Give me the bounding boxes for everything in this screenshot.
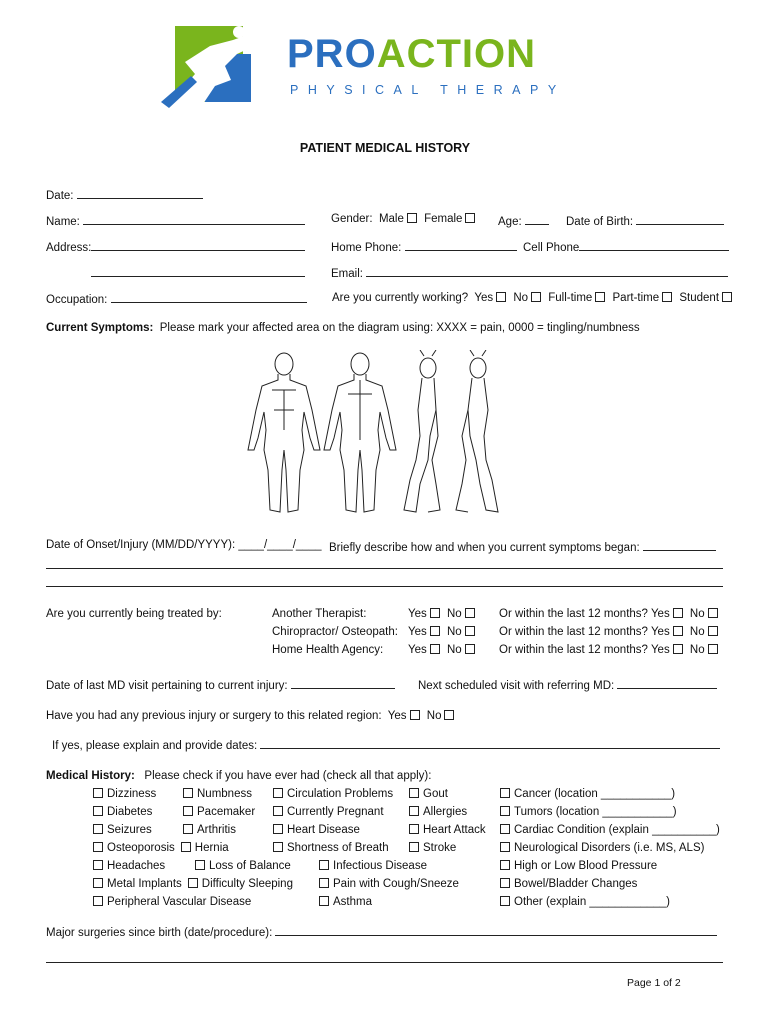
treatment-therapist-label: Another Therapist: — [272, 608, 367, 620]
body-side-right-figure — [456, 350, 498, 512]
history-checkbox[interactable] — [93, 788, 103, 798]
history-item-label: High or Low Blood Pressure — [514, 860, 658, 872]
chiro-no-label: No — [446, 626, 462, 638]
history-item — [406, 788, 448, 800]
history-item-label: Currently Pregnant — [287, 806, 384, 818]
home-within-no-label: No — [689, 644, 705, 656]
working-question: Are you currently working? — [332, 292, 469, 304]
history-item-label: Stroke — [423, 842, 457, 854]
history-checkbox[interactable] — [183, 788, 193, 798]
home-within-label: Or within the last 12 months? — [499, 644, 648, 656]
logo-mark — [155, 24, 270, 108]
female-checkbox[interactable] — [465, 213, 475, 223]
history-item-label: Shortness of Breath — [287, 842, 389, 854]
history-item — [270, 788, 393, 800]
treatment-chiro-within — [499, 626, 722, 638]
history-checkbox[interactable] — [409, 824, 419, 834]
part-time-label: Part-time — [612, 292, 660, 304]
history-item-label: Cancer (location ___________) — [514, 788, 676, 800]
home-phone-label: Home Phone: — [331, 242, 402, 254]
history-checkbox[interactable] — [500, 860, 510, 870]
working-no-checkbox[interactable] — [531, 292, 541, 302]
cell-phone-label: Cell Phone — [523, 242, 580, 254]
history-item — [316, 860, 427, 872]
history-checkbox[interactable] — [273, 842, 283, 852]
name-field[interactable] — [83, 213, 305, 225]
history-item — [406, 806, 467, 818]
history-item-label: Difficulty Sleeping — [201, 878, 293, 890]
home-yes-label: Yes — [408, 644, 427, 656]
history-item — [316, 878, 459, 890]
history-checkbox[interactable] — [319, 878, 329, 888]
male-checkbox[interactable] — [407, 213, 417, 223]
date-row — [46, 187, 203, 202]
history-checkbox[interactable] — [93, 824, 103, 834]
history-item-label: Infectious Disease — [333, 860, 427, 872]
history-checkbox[interactable] — [93, 896, 103, 906]
history-item — [90, 842, 229, 854]
history-item — [90, 806, 152, 818]
chiro-yes-label: Yes — [408, 626, 427, 638]
history-item — [497, 896, 670, 908]
history-item — [90, 860, 165, 872]
therapist-within-yes-checkbox[interactable] — [673, 608, 683, 618]
treatment-home-label: Home Health Agency: — [272, 644, 384, 656]
therapist-yes-checkbox[interactable] — [430, 608, 440, 618]
history-item — [192, 860, 291, 872]
symptoms-label: Current Symptoms: — [46, 322, 154, 334]
history-checkbox[interactable] — [500, 824, 510, 834]
history-checkbox[interactable] — [93, 842, 103, 852]
cell-phone-field[interactable] — [579, 239, 729, 251]
history-checkbox[interactable] — [93, 806, 103, 816]
history-item — [90, 878, 293, 890]
history-item-label: Asthma — [333, 896, 372, 908]
working-yes-checkbox[interactable] — [496, 292, 506, 302]
chiro-yes-checkbox[interactable] — [430, 626, 440, 636]
page-title: PATIENT MEDICAL HISTORY — [299, 141, 471, 155]
history-checkbox[interactable] — [183, 824, 193, 834]
home-yes-checkbox[interactable] — [430, 644, 440, 654]
history-item-label: Dizziness — [107, 788, 157, 800]
chiro-no-checkbox[interactable] — [465, 626, 475, 636]
logo-tagline: PHYSICAL THERAPY — [290, 83, 566, 97]
treatment-chiro-yesno — [408, 626, 479, 638]
chiro-within-label: Or within the last 12 months? — [499, 626, 648, 638]
history-item — [497, 806, 677, 818]
chiro-within-yes-label: Yes — [650, 626, 670, 638]
address-label: Address: — [46, 242, 92, 254]
therapist-within-label: Or within the last 12 months? — [499, 608, 648, 620]
home-within-yes-label: Yes — [650, 644, 670, 656]
email-row — [331, 265, 728, 280]
history-item-label: Arthritis — [197, 824, 236, 836]
working-no-label: No — [513, 292, 529, 304]
surgeries-field[interactable] — [275, 924, 717, 936]
next-md-visit-field[interactable] — [617, 677, 717, 689]
female-label: Female — [424, 213, 463, 225]
history-item-label: Other (explain ____________) — [514, 896, 671, 908]
history-item — [497, 824, 720, 836]
history-item-label: Diabetes — [107, 806, 153, 818]
history-item-label: Pain with Cough/Sneeze — [333, 878, 459, 890]
describe-line-1[interactable] — [46, 568, 723, 569]
address-line2 — [91, 265, 305, 280]
history-checkbox[interactable] — [93, 878, 103, 888]
previous-no-label: No — [426, 710, 442, 722]
occupation-row — [46, 291, 307, 306]
history-checkbox[interactable] — [195, 860, 205, 870]
history-item-label: Heart Attack — [423, 824, 486, 836]
history-item-label: Numbness — [197, 788, 252, 800]
history-item — [497, 860, 657, 872]
treatment-row-chiro — [272, 626, 398, 638]
history-item-label: Heart Disease — [287, 824, 360, 836]
history-item — [90, 896, 251, 908]
email-label: Email: — [331, 268, 363, 280]
name-label: Name: — [46, 216, 80, 228]
therapist-within-no-checkbox[interactable] — [708, 608, 718, 618]
history-checkbox[interactable] — [183, 806, 193, 816]
home-phone-field[interactable] — [405, 239, 517, 251]
therapist-within-yes-label: Yes — [650, 608, 670, 620]
student-label: Student — [679, 292, 720, 304]
logo-text — [287, 32, 536, 77]
history-item — [270, 806, 384, 818]
body-back-figure — [324, 353, 396, 512]
treatment-home-yesno — [408, 644, 479, 656]
history-checkbox[interactable] — [409, 788, 419, 798]
treatment-row-therapist — [272, 608, 366, 620]
history-checkbox[interactable] — [181, 842, 191, 852]
working-yes-label: Yes — [474, 292, 494, 304]
history-item — [90, 788, 156, 800]
history-checkbox[interactable] — [188, 878, 198, 888]
history-item-label: Gout — [423, 788, 448, 800]
chiro-within-no-label: No — [689, 626, 705, 638]
history-checkbox[interactable] — [500, 788, 510, 798]
history-checkbox[interactable] — [409, 842, 419, 852]
therapist-yes-label: Yes — [408, 608, 427, 620]
address-field[interactable] — [91, 239, 305, 251]
treatment-home-within — [499, 644, 722, 656]
address-line2-field[interactable] — [91, 265, 305, 277]
history-item — [497, 842, 704, 854]
treatment-row-home — [272, 644, 383, 656]
history-item-label: Pacemaker — [197, 806, 256, 818]
describe-field[interactable] — [643, 539, 716, 551]
history-item-label: Metal Implants — [107, 878, 182, 890]
address-row — [46, 239, 305, 254]
therapist-no-label: No — [446, 608, 462, 620]
history-item-label: Headaches — [107, 860, 166, 872]
history-checkbox[interactable] — [273, 824, 283, 834]
last-md-visit-field[interactable] — [291, 677, 395, 689]
describe-line-2[interactable] — [46, 586, 723, 587]
history-checkbox[interactable] — [500, 878, 510, 888]
logo-brand-pro: PRO — [287, 32, 377, 76]
history-item — [406, 824, 486, 836]
home-phone-row — [331, 239, 517, 254]
previous-injury-row — [46, 710, 458, 722]
treatment-question: Are you currently being treated by: — [46, 608, 222, 620]
surgeries-line-2[interactable] — [46, 962, 723, 963]
history-checkbox[interactable] — [273, 806, 283, 816]
part-time-checkbox[interactable] — [662, 292, 672, 302]
history-item — [497, 878, 637, 890]
working-row — [332, 292, 736, 304]
treatment-therapist-yesno — [408, 608, 479, 620]
body-front-figure — [248, 353, 320, 512]
previous-yes-checkbox[interactable] — [410, 710, 420, 720]
dob-field[interactable] — [636, 213, 724, 225]
full-time-checkbox[interactable] — [595, 292, 605, 302]
therapist-within-no-label: No — [689, 608, 705, 620]
occupation-field[interactable] — [111, 291, 307, 303]
chiro-within-yes-checkbox[interactable] — [673, 626, 683, 636]
history-item-label: Neurological Disorders (i.e. MS, ALS) — [514, 842, 705, 854]
previous-explain-field[interactable] — [260, 737, 720, 749]
email-field[interactable] — [366, 265, 728, 277]
history-item — [406, 842, 456, 854]
history-item-label: Loss of Balance — [209, 860, 291, 872]
history-checkbox[interactable] — [500, 896, 510, 906]
symptoms-instruction: Please mark your affected area on the diagram using: XXXX = pain, 0000 = tingling/numbness — [159, 322, 640, 334]
history-item-label: Tumors (location ___________) — [514, 806, 677, 818]
previous-explain-label: If yes, please explain and provide dates: — [52, 740, 258, 752]
history-item — [497, 788, 675, 800]
treatment-chiro-label: Chiropractor/ Osteopath: — [272, 626, 398, 638]
history-item-label: Osteoporosis — [107, 842, 175, 854]
next-md-visit-label: Next scheduled visit with referring MD: — [418, 680, 615, 692]
history-item-label: Seizures — [107, 824, 152, 836]
history-checkbox[interactable] — [500, 806, 510, 816]
history-checkbox[interactable] — [500, 842, 510, 852]
age-label: Age: — [498, 216, 522, 228]
page-number: Page 1 of 2 — [627, 977, 681, 989]
occupation-label: Occupation: — [46, 294, 108, 306]
medical-history-label: Medical History: — [46, 770, 135, 782]
male-label: Male — [378, 213, 404, 225]
treatment-therapist-within — [499, 608, 722, 620]
last-md-visit-label: Date of last MD visit pertaining to current injury: — [46, 680, 288, 692]
history-item — [180, 824, 236, 836]
history-checkbox[interactable] — [319, 896, 329, 906]
previous-no-checkbox[interactable] — [444, 710, 454, 720]
history-item-label: Bowel/Bladder Changes — [514, 878, 638, 890]
therapist-no-checkbox[interactable] — [465, 608, 475, 618]
dob-row — [566, 213, 724, 228]
date-field[interactable] — [77, 187, 203, 199]
dob-label: Date of Birth: — [566, 216, 634, 228]
gender-label: Gender: — [331, 213, 373, 225]
previous-yes-label: Yes — [387, 710, 407, 722]
logo-brand-action: ACTION — [376, 32, 537, 76]
history-item — [316, 896, 372, 908]
age-field[interactable] — [525, 213, 549, 225]
student-checkbox[interactable] — [722, 292, 732, 302]
symptoms-row — [46, 322, 640, 334]
last-md-visit-row — [46, 677, 395, 692]
history-item-label: Hernia — [194, 842, 229, 854]
history-checkbox[interactable] — [409, 806, 419, 816]
name-row — [46, 213, 305, 228]
previous-injury-question: Have you had any previous injury or surgery to this related region: — [46, 710, 382, 722]
cell-phone-row — [523, 239, 729, 254]
history-item — [270, 824, 360, 836]
history-item — [180, 806, 255, 818]
chiro-within-no-checkbox[interactable] — [708, 626, 718, 636]
history-item-label: Peripheral Vascular Disease — [107, 896, 252, 908]
history-item-label: Cardiac Condition (explain __________) — [514, 824, 720, 836]
history-item-label: Allergies — [423, 806, 468, 818]
surgeries-label: Major surgeries since birth (date/procedure): — [46, 927, 273, 939]
surgeries-row — [46, 924, 717, 939]
body-diagram[interactable] — [240, 350, 520, 516]
medical-history-instruction: Please check if you have ever had (check all that apply): — [144, 770, 432, 782]
home-within-no-checkbox[interactable] — [708, 644, 718, 654]
history-item — [180, 788, 252, 800]
gender-row — [331, 213, 479, 225]
history-checkbox[interactable] — [93, 860, 103, 870]
history-checkbox[interactable] — [319, 860, 329, 870]
history-item — [270, 842, 389, 854]
history-checkbox[interactable] — [273, 788, 283, 798]
describe-row — [329, 539, 716, 554]
onset-row — [46, 539, 322, 551]
medical-history-header — [46, 770, 431, 782]
history-item-label: Circulation Problems — [287, 788, 394, 800]
age-row — [498, 213, 549, 228]
previous-explain-row — [52, 737, 720, 752]
home-within-yes-checkbox[interactable] — [673, 644, 683, 654]
home-no-label: No — [446, 644, 462, 656]
next-md-visit-row — [418, 677, 717, 692]
describe-label: Briefly describe how and when you current symptoms began: — [329, 542, 640, 554]
full-time-label: Full-time — [548, 292, 593, 304]
history-item — [90, 824, 152, 836]
body-side-left-figure — [404, 350, 440, 512]
home-no-checkbox[interactable] — [465, 644, 475, 654]
onset-label: Date of Onset/Injury (MM/DD/YYYY): ____/____/____ — [46, 539, 322, 551]
date-label: Date: — [46, 190, 74, 202]
